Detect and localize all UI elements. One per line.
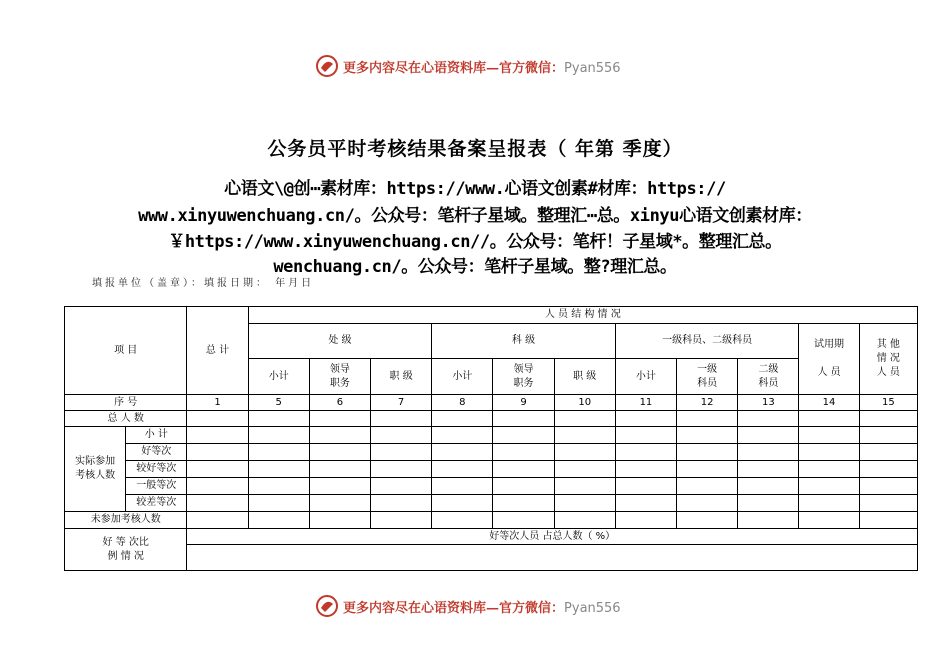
header-rank: 职 级 xyxy=(554,359,615,395)
cell[interactable] xyxy=(799,444,859,461)
sub-row-label: 一般等次 xyxy=(126,478,187,495)
cell[interactable] xyxy=(554,461,615,478)
cell[interactable] xyxy=(493,444,554,461)
cell[interactable] xyxy=(677,512,738,529)
report-table xyxy=(64,306,918,571)
cell[interactable] xyxy=(677,411,738,427)
logo-icon xyxy=(315,594,339,618)
cell[interactable] xyxy=(432,495,493,512)
cell[interactable] xyxy=(677,495,738,512)
cell[interactable] xyxy=(371,427,432,444)
cell[interactable] xyxy=(554,495,615,512)
cell[interactable] xyxy=(248,495,309,512)
cell[interactable] xyxy=(615,495,676,512)
cell[interactable] xyxy=(493,512,554,529)
cell[interactable] xyxy=(859,478,917,495)
cell[interactable] xyxy=(493,495,554,512)
cell[interactable] xyxy=(738,427,799,444)
sub-row-label: 较差等次 xyxy=(126,495,187,512)
header-total: 总 计 xyxy=(187,307,248,395)
seq-cell: 14 xyxy=(799,395,859,411)
cell[interactable] xyxy=(248,444,309,461)
header-ke: 科 级 xyxy=(432,324,616,359)
cell[interactable] xyxy=(738,444,799,461)
banner-text: 更多内容尽在心语资料库—官方微信：Pyan556 xyxy=(343,600,621,616)
cell[interactable] xyxy=(248,461,309,478)
cell[interactable] xyxy=(799,461,859,478)
cell[interactable] xyxy=(309,411,370,427)
cell[interactable] xyxy=(799,495,859,512)
header-chu: 处 级 xyxy=(248,324,432,359)
cell[interactable] xyxy=(432,461,493,478)
cell[interactable] xyxy=(859,495,917,512)
cell[interactable] xyxy=(309,478,370,495)
watermark-line: www.xinyuwenchuang.cn/。公众号：笔杆子星域。整理汇⋯总。xinyu心语文创素材库： xyxy=(138,206,812,226)
cell[interactable] xyxy=(371,478,432,495)
row-ratio: 好 等 次比 例 情 况 xyxy=(65,529,187,571)
cell[interactable] xyxy=(371,444,432,461)
cell[interactable] xyxy=(738,478,799,495)
fill-info: 填报单位（盖章）：填报日期： 年月日 xyxy=(92,278,315,289)
seq-cell: 12 xyxy=(677,395,738,411)
ratio-value-cell[interactable] xyxy=(187,545,918,571)
cell[interactable] xyxy=(738,512,799,529)
sub-row-label: 小 计 xyxy=(126,427,187,444)
cell[interactable] xyxy=(615,444,676,461)
cell[interactable] xyxy=(799,512,859,529)
cell[interactable] xyxy=(859,512,917,529)
cell[interactable] xyxy=(309,461,370,478)
row-actual: 实际参加 考核人数 xyxy=(65,427,126,512)
cell[interactable] xyxy=(615,427,676,444)
watermark-line: 心语文\@创⋯素材库：https://www.心语文创素#材库：https:// xyxy=(224,179,726,199)
cell[interactable] xyxy=(615,512,676,529)
banner-text: 更多内容尽在心语资料库—官方微信：Pyan556 xyxy=(343,60,621,76)
cell[interactable] xyxy=(248,411,309,427)
cell[interactable] xyxy=(493,411,554,427)
cell[interactable] xyxy=(493,461,554,478)
seq-cell: 7 xyxy=(371,395,432,411)
top-banner xyxy=(315,52,675,80)
cell[interactable] xyxy=(432,427,493,444)
cell[interactable] xyxy=(187,427,248,444)
row-not-participated: 未参加考核人数 xyxy=(65,512,187,529)
cell[interactable] xyxy=(554,512,615,529)
header-structure: 人 员 结 构 情 况 xyxy=(248,307,917,324)
header-er: 二级 科员 xyxy=(738,359,799,395)
cell[interactable] xyxy=(187,411,248,427)
bottom-banner xyxy=(315,592,675,620)
cell[interactable] xyxy=(309,444,370,461)
cell[interactable] xyxy=(799,411,859,427)
cell[interactable] xyxy=(738,411,799,427)
cell[interactable] xyxy=(554,444,615,461)
cell[interactable] xyxy=(187,512,248,529)
cell[interactable] xyxy=(554,478,615,495)
cell[interactable] xyxy=(187,478,248,495)
cell[interactable] xyxy=(371,411,432,427)
cell[interactable] xyxy=(799,478,859,495)
seq-cell: 6 xyxy=(309,395,370,411)
cell[interactable] xyxy=(187,444,248,461)
header-subtotal: 小计 xyxy=(615,359,676,395)
cell[interactable] xyxy=(309,495,370,512)
cell[interactable] xyxy=(677,444,738,461)
header-subtotal: 小计 xyxy=(248,359,309,395)
sub-row-label: 较好等次 xyxy=(126,461,187,478)
watermark-line: ￥https://www.xinyuwenchuang.cn//。公众号：笔杆！子星域*。整理汇总。 xyxy=(168,232,782,252)
cell[interactable] xyxy=(371,512,432,529)
cell[interactable] xyxy=(493,427,554,444)
seq-cell: 11 xyxy=(615,395,676,411)
cell[interactable] xyxy=(187,461,248,478)
cell[interactable] xyxy=(554,411,615,427)
page-title: 公务员平时考核结果备案呈报表（ 年第 季度） xyxy=(267,138,683,160)
seq-cell: 9 xyxy=(493,395,554,411)
cell[interactable] xyxy=(615,478,676,495)
cell[interactable] xyxy=(554,427,615,444)
cell[interactable] xyxy=(432,512,493,529)
cell[interactable] xyxy=(248,427,309,444)
cell[interactable] xyxy=(615,411,676,427)
cell[interactable] xyxy=(738,461,799,478)
cell[interactable] xyxy=(432,478,493,495)
cell[interactable] xyxy=(248,478,309,495)
header-lead: 领导 职务 xyxy=(309,359,370,395)
header-lead: 领导 职务 xyxy=(493,359,554,395)
cell[interactable] xyxy=(859,444,917,461)
cell[interactable] xyxy=(859,427,917,444)
header-project: 项 目 xyxy=(65,307,187,395)
sub-row-label: 好等次 xyxy=(126,444,187,461)
seq-cell: 1 xyxy=(187,395,248,411)
cell[interactable] xyxy=(677,461,738,478)
seq-cell: 13 xyxy=(738,395,799,411)
row-total-people: 总 人 数 xyxy=(65,411,187,427)
seq-cell: 10 xyxy=(554,395,615,411)
header-other: 其 他 情 况 人 员 xyxy=(859,324,917,395)
header-subtotal: 小计 xyxy=(432,359,493,395)
seq-label: 序 号 xyxy=(65,395,187,411)
logo-icon xyxy=(315,54,339,78)
cell[interactable] xyxy=(432,411,493,427)
header-yi: 一级 科员 xyxy=(677,359,738,395)
cell[interactable] xyxy=(738,495,799,512)
cell[interactable] xyxy=(859,411,917,427)
watermark-line: wenchuang.cn/。公众号：笔杆子星域。整?理汇总。 xyxy=(273,257,677,277)
cell[interactable] xyxy=(677,427,738,444)
ratio-header: 好等次人员 占总人数（ %） xyxy=(187,529,918,545)
cell[interactable] xyxy=(799,427,859,444)
cell[interactable] xyxy=(309,427,370,444)
cell[interactable] xyxy=(309,512,370,529)
header-trial: 试用期 人 员 xyxy=(799,324,859,395)
cell[interactable] xyxy=(677,478,738,495)
cell[interactable] xyxy=(371,495,432,512)
header-yiji: 一级科员、二级科员 xyxy=(615,324,799,359)
header-rank: 职 级 xyxy=(371,359,432,395)
cell[interactable] xyxy=(859,461,917,478)
seq-cell: 5 xyxy=(248,395,309,411)
cell[interactable] xyxy=(187,495,248,512)
seq-cell: 15 xyxy=(859,395,917,411)
cell[interactable] xyxy=(248,512,309,529)
cell[interactable] xyxy=(371,461,432,478)
seq-cell: 8 xyxy=(432,395,493,411)
cell[interactable] xyxy=(493,478,554,495)
cell[interactable] xyxy=(615,461,676,478)
cell[interactable] xyxy=(432,444,493,461)
